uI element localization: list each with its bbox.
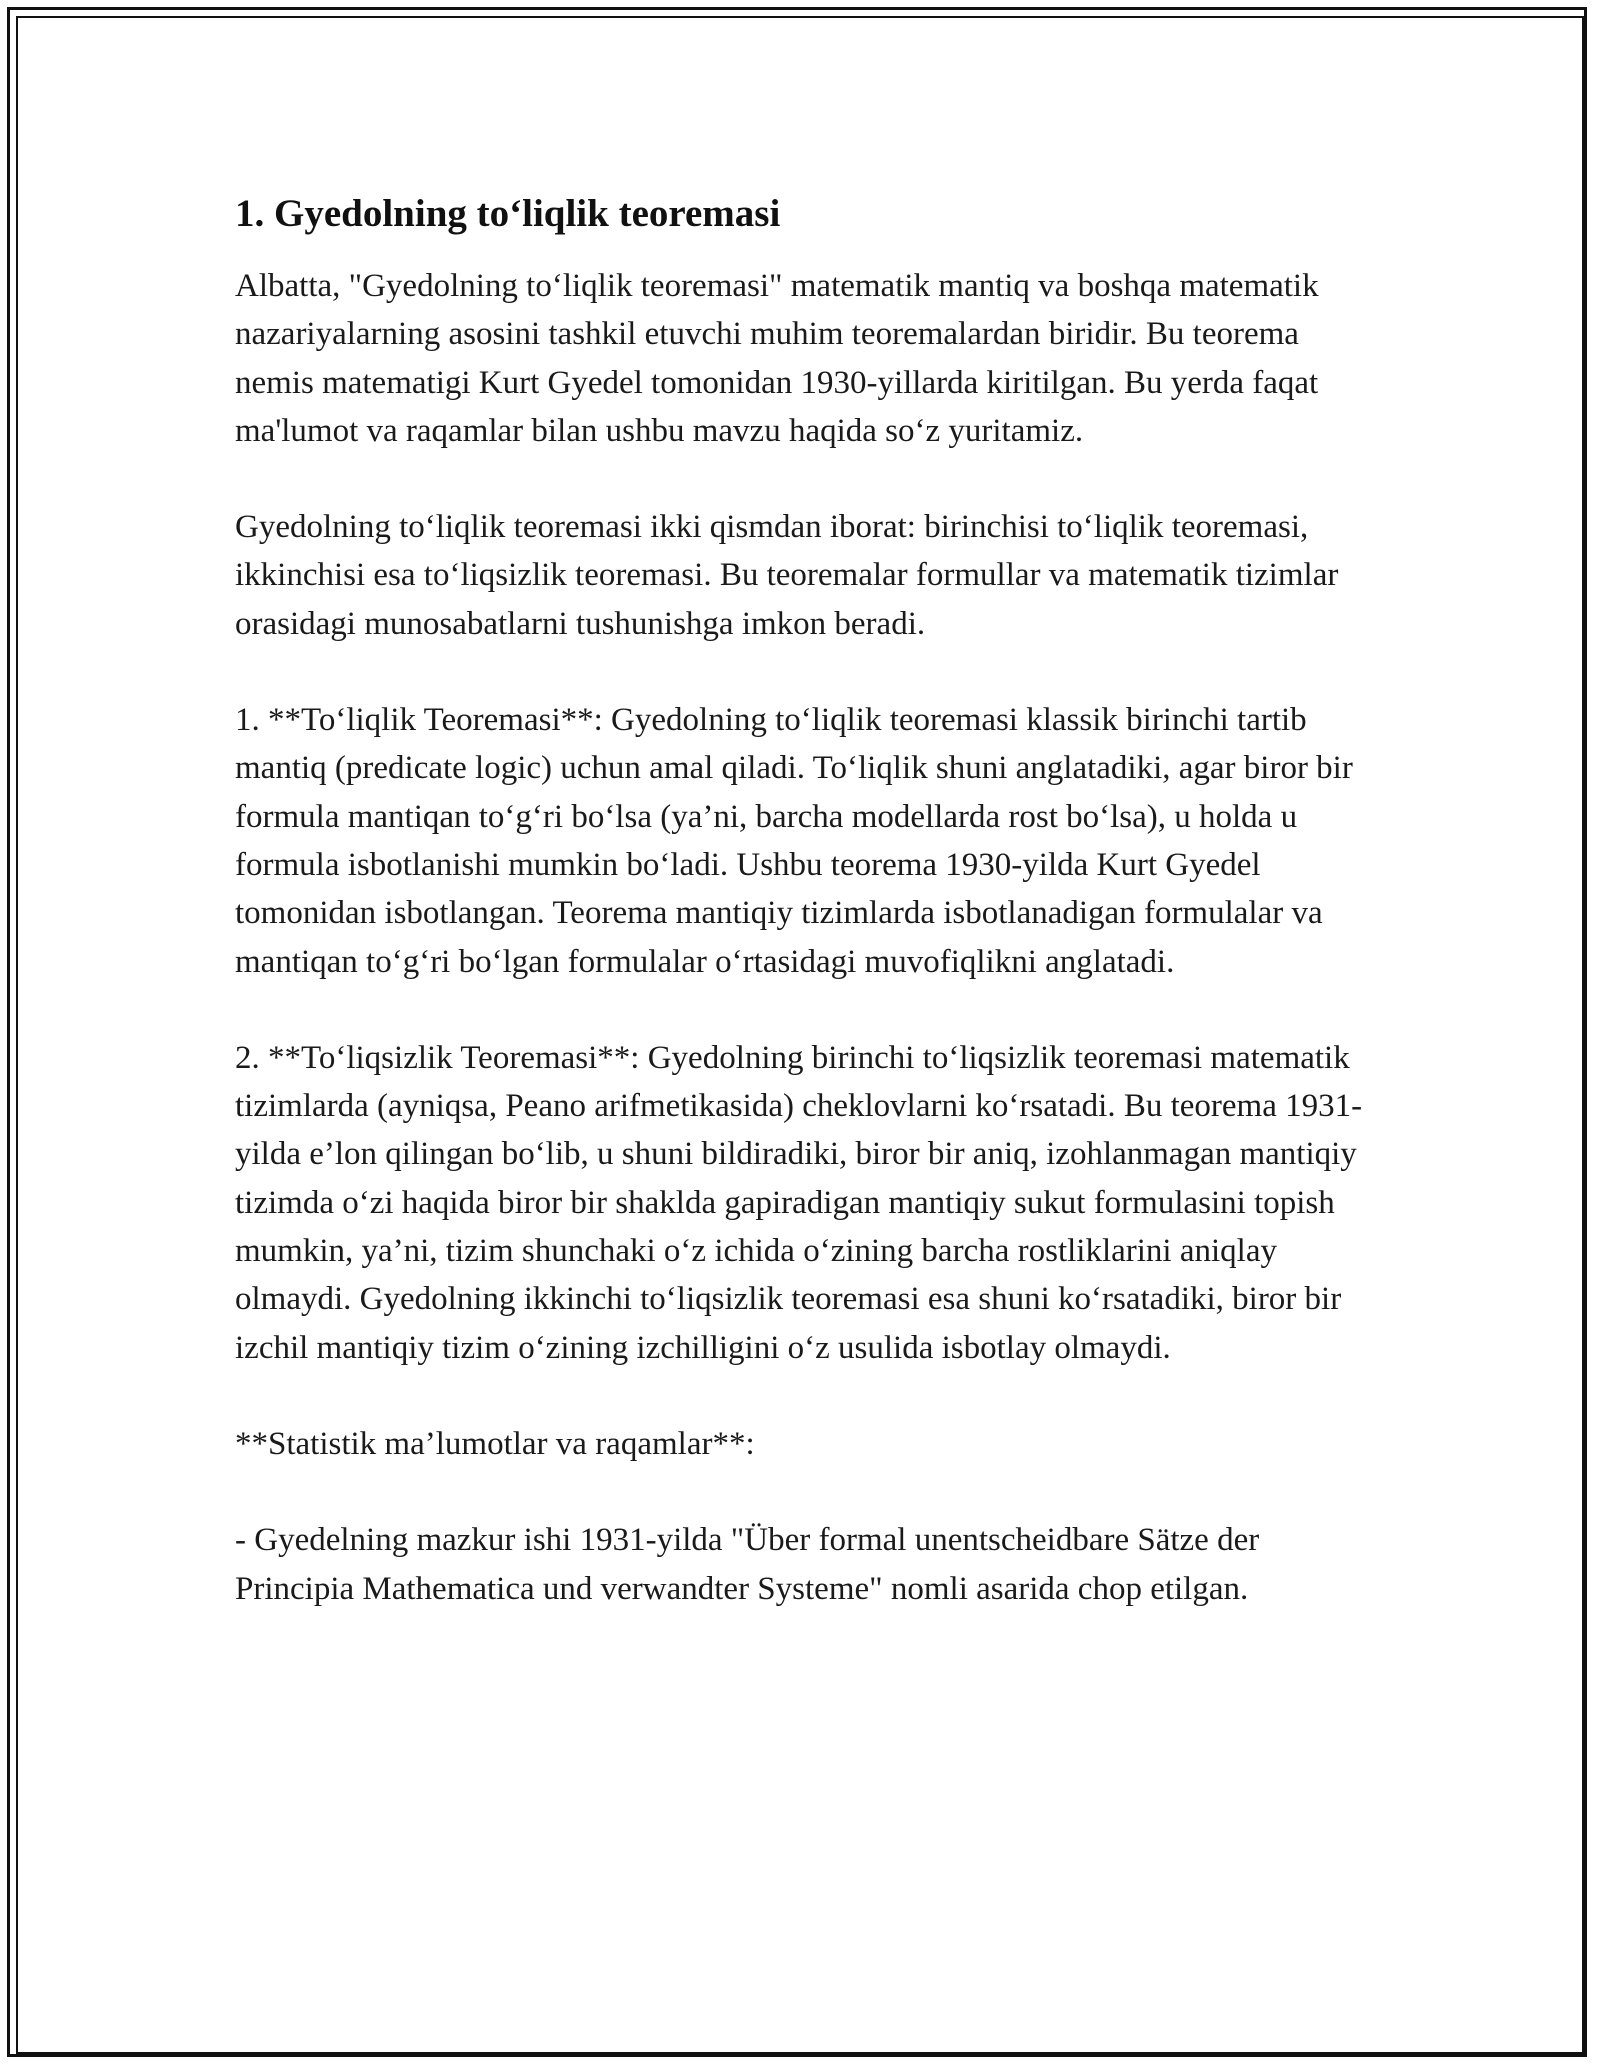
paragraph-overview: Gyedolning to‘liqlik teoremasi ikki qismdan iborat: birinchisi to‘liqlik teoremasi, ikkinchisi esa to‘liqsizlik teoremasi. Bu teoremalar formullar va matematik tizimlar orasidagi munosabatlarni tushunishga imkon beradi.	[235, 509, 1339, 642]
paragraph-incompleteness-theorem: 2. **To‘liqsizlik Teoremasi**: Gyedolning birinchi to‘liqsizlik teoremasi matematik tizimlarda (ayniqsa, Peano arifmetikasida) cheklovlarni ko‘rsatadi. Bu teorema 1931-yilda e’lon qilingan bo‘lib, u shuni bildiradiki, biror bir aniq, izohlanmagan mantiqiy tizimda o‘zi haqida biror bir shaklda gapiradigan mantiqiy sukut formulasini topish mumkin, ya’ni, tizim shunchaki o‘z ichida o‘zining barcha rostliklarini aniqlay olmaydi. Gyedolning ikkinchi to‘liqsizlik teoremasi esa shuni ko‘rsatadiki, biror bir izchil mantiqiy tizim o‘zining izchilligini o‘z usulida isbotlay olmaydi.	[235, 1039, 1363, 1366]
document-body	[235, 186, 1385, 1661]
paragraph-publication-note: - Gyedelning mazkur ishi 1931-yilda "Über formal unentscheidbare Sätze der Principia Mathematica und verwandter Systeme" nomli asarida chop etilgan.	[235, 1522, 1260, 1607]
paragraph-statistics-heading: **Statistik ma’lumotlar va raqamlar**:	[235, 1425, 755, 1462]
paragraph-intro: Albatta, "Gyedolning to‘liqlik teoremasi" matematik mantiq va boshqa matematik nazariyalarning asosini tashkil etuvchi muhim teoremalardan biridir. Bu teorema nemis matematigi Kurt Gyedel tomonidan 1930-yillarda kiritilgan. Bu yerda faqat ma'lumot va raqamlar bilan ushbu mavzu haqida so‘z yuritamiz.	[235, 268, 1319, 449]
paragraph-completeness-theorem: 1. **To‘liqlik Teoremasi**: Gyedolning to‘liqlik teoremasi klassik birinchi tartib mantiq (predicate logic) uchun amal qiladi. To‘liqlik shuni anglatadiki, agar biror bir formula mantiqan to‘g‘ri bo‘lsa (ya’ni, barcha modellarda rost bo‘lsa), u holda u formula isbotlanishi mumkin bo‘ladi. Ushbu teorema 1930-yilda Kurt Gyedel tomonidan isbotlangan. Teorema mantiqiy tizimlarda isbotlanadigan formulalar va mantiqan to‘g‘ri bo‘lgan formulalar o‘rtasidagi muvofiqlikni anglatadi.	[235, 702, 1353, 980]
document-title: 1. Gyedolning to‘liqlik teoremasi	[235, 192, 781, 235]
